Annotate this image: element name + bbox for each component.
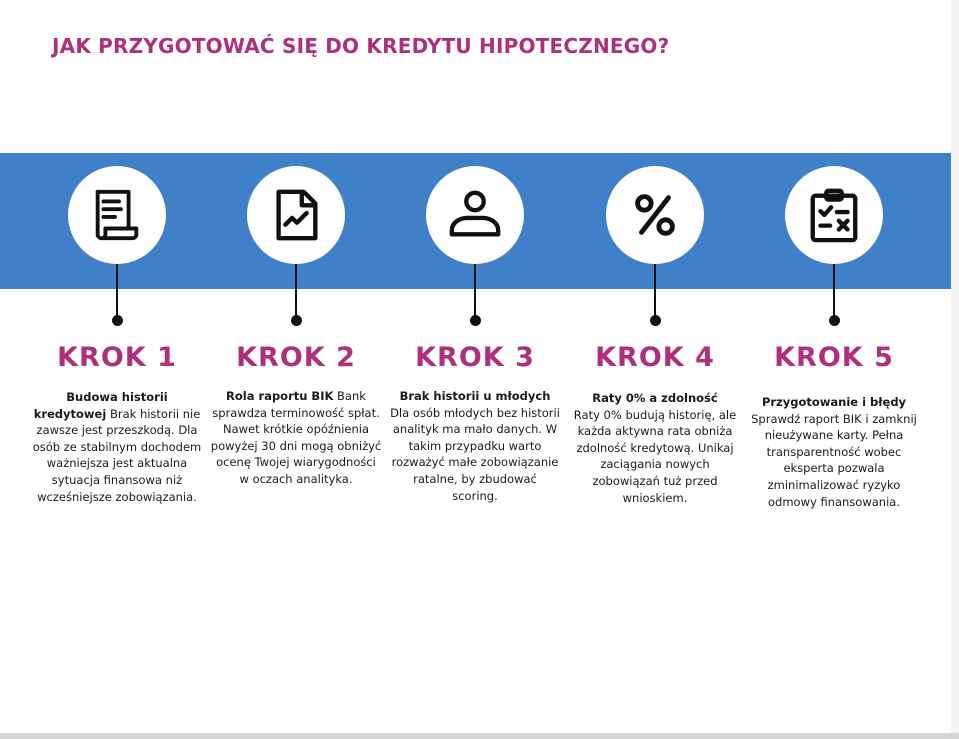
step-3-label: KROK 3	[415, 342, 535, 373]
step-5-connector-line	[833, 264, 835, 320]
step-1-connector-line	[116, 264, 118, 320]
step-5-heading: Przygotowanie i błędy	[761, 395, 907, 409]
document-scroll-icon	[88, 186, 146, 244]
report-chart-icon	[267, 186, 325, 244]
percent-icon	[626, 186, 684, 244]
step-5-connector-dot	[829, 315, 840, 326]
step-4-heading: Raty 0% a zdolność	[592, 391, 718, 405]
step-4-description	[573, 390, 737, 506]
step-3	[385, 166, 565, 566]
step-2-icon-circle	[247, 166, 345, 264]
step-4	[565, 166, 745, 566]
step-3-connector-line	[474, 264, 476, 320]
step-1-icon-circle	[68, 166, 166, 264]
step-4-connector-line	[654, 264, 656, 320]
step-2-description	[210, 388, 382, 488]
step-2-text: Bank sprawdza terminowość spłat. Nawet krótkie opóźnienia powyżej 30 dni mogą obniżyć ocenę Twojej wiarygodności w oczach analityka.	[210, 389, 382, 486]
step-2	[206, 166, 386, 566]
page-edge	[951, 0, 959, 739]
step-3-text: Dla osób młodych bez historii analityk ma mało danych. W takim przypadku warto rozważyć małe zobowiązanie ratalne, by zbudować scoring.	[390, 405, 560, 503]
step-3-icon-circle	[426, 166, 524, 264]
step-2-connector-dot	[291, 315, 302, 326]
step-2-label: KROK 2	[236, 342, 356, 373]
step-3-heading: Brak historii u młodych	[399, 389, 551, 403]
step-1-label: KROK 1	[57, 342, 177, 373]
user-icon	[446, 186, 504, 244]
step-3-description	[389, 388, 561, 504]
step-5-label: KROK 5	[774, 342, 894, 373]
step-5	[744, 166, 924, 566]
step-1-text: Brak historii nie zawsze jest przeszkodą. Dla osób ze stabilnym dochodem ważniejsza jest aktualna sytuacja finansowa niż wcześniejsze zobowiązania.	[32, 406, 202, 504]
step-3-connector-dot	[470, 315, 481, 326]
step-4-connector-dot	[650, 315, 661, 326]
step-1	[27, 166, 207, 566]
checklist-clipboard-icon	[805, 186, 863, 244]
step-1-connector-dot	[112, 315, 123, 326]
step-1-description	[32, 389, 202, 505]
step-4-icon-circle	[606, 166, 704, 264]
step-2-heading: Rola raportu BIK	[226, 389, 334, 403]
step-2-connector-line	[295, 264, 297, 320]
step-1-heading: Budowa historii kredytowej	[33, 390, 168, 421]
page-title: JAK PRZYGOTOWAĆ SIĘ DO KREDYTU HIPOTECZNEGO?	[52, 34, 670, 58]
step-4-label: KROK 4	[595, 342, 715, 373]
bottom-bar	[0, 733, 959, 739]
step-5-icon-circle	[785, 166, 883, 264]
step-5-text: Sprawdź raport BIK i zamknij nieużywane karty. Pełna transparentność wobec eksperta pozwala zminimalizować ryzyko odmowy finansowania.	[751, 411, 917, 509]
step-5-description	[750, 394, 918, 510]
step-4-text: Raty 0% budują historię, ale każda aktywna rata obniża zdolność kredytową. Unikaj zaciągania nowych zobowiązań tuż przed wnioskiem.	[573, 407, 737, 505]
